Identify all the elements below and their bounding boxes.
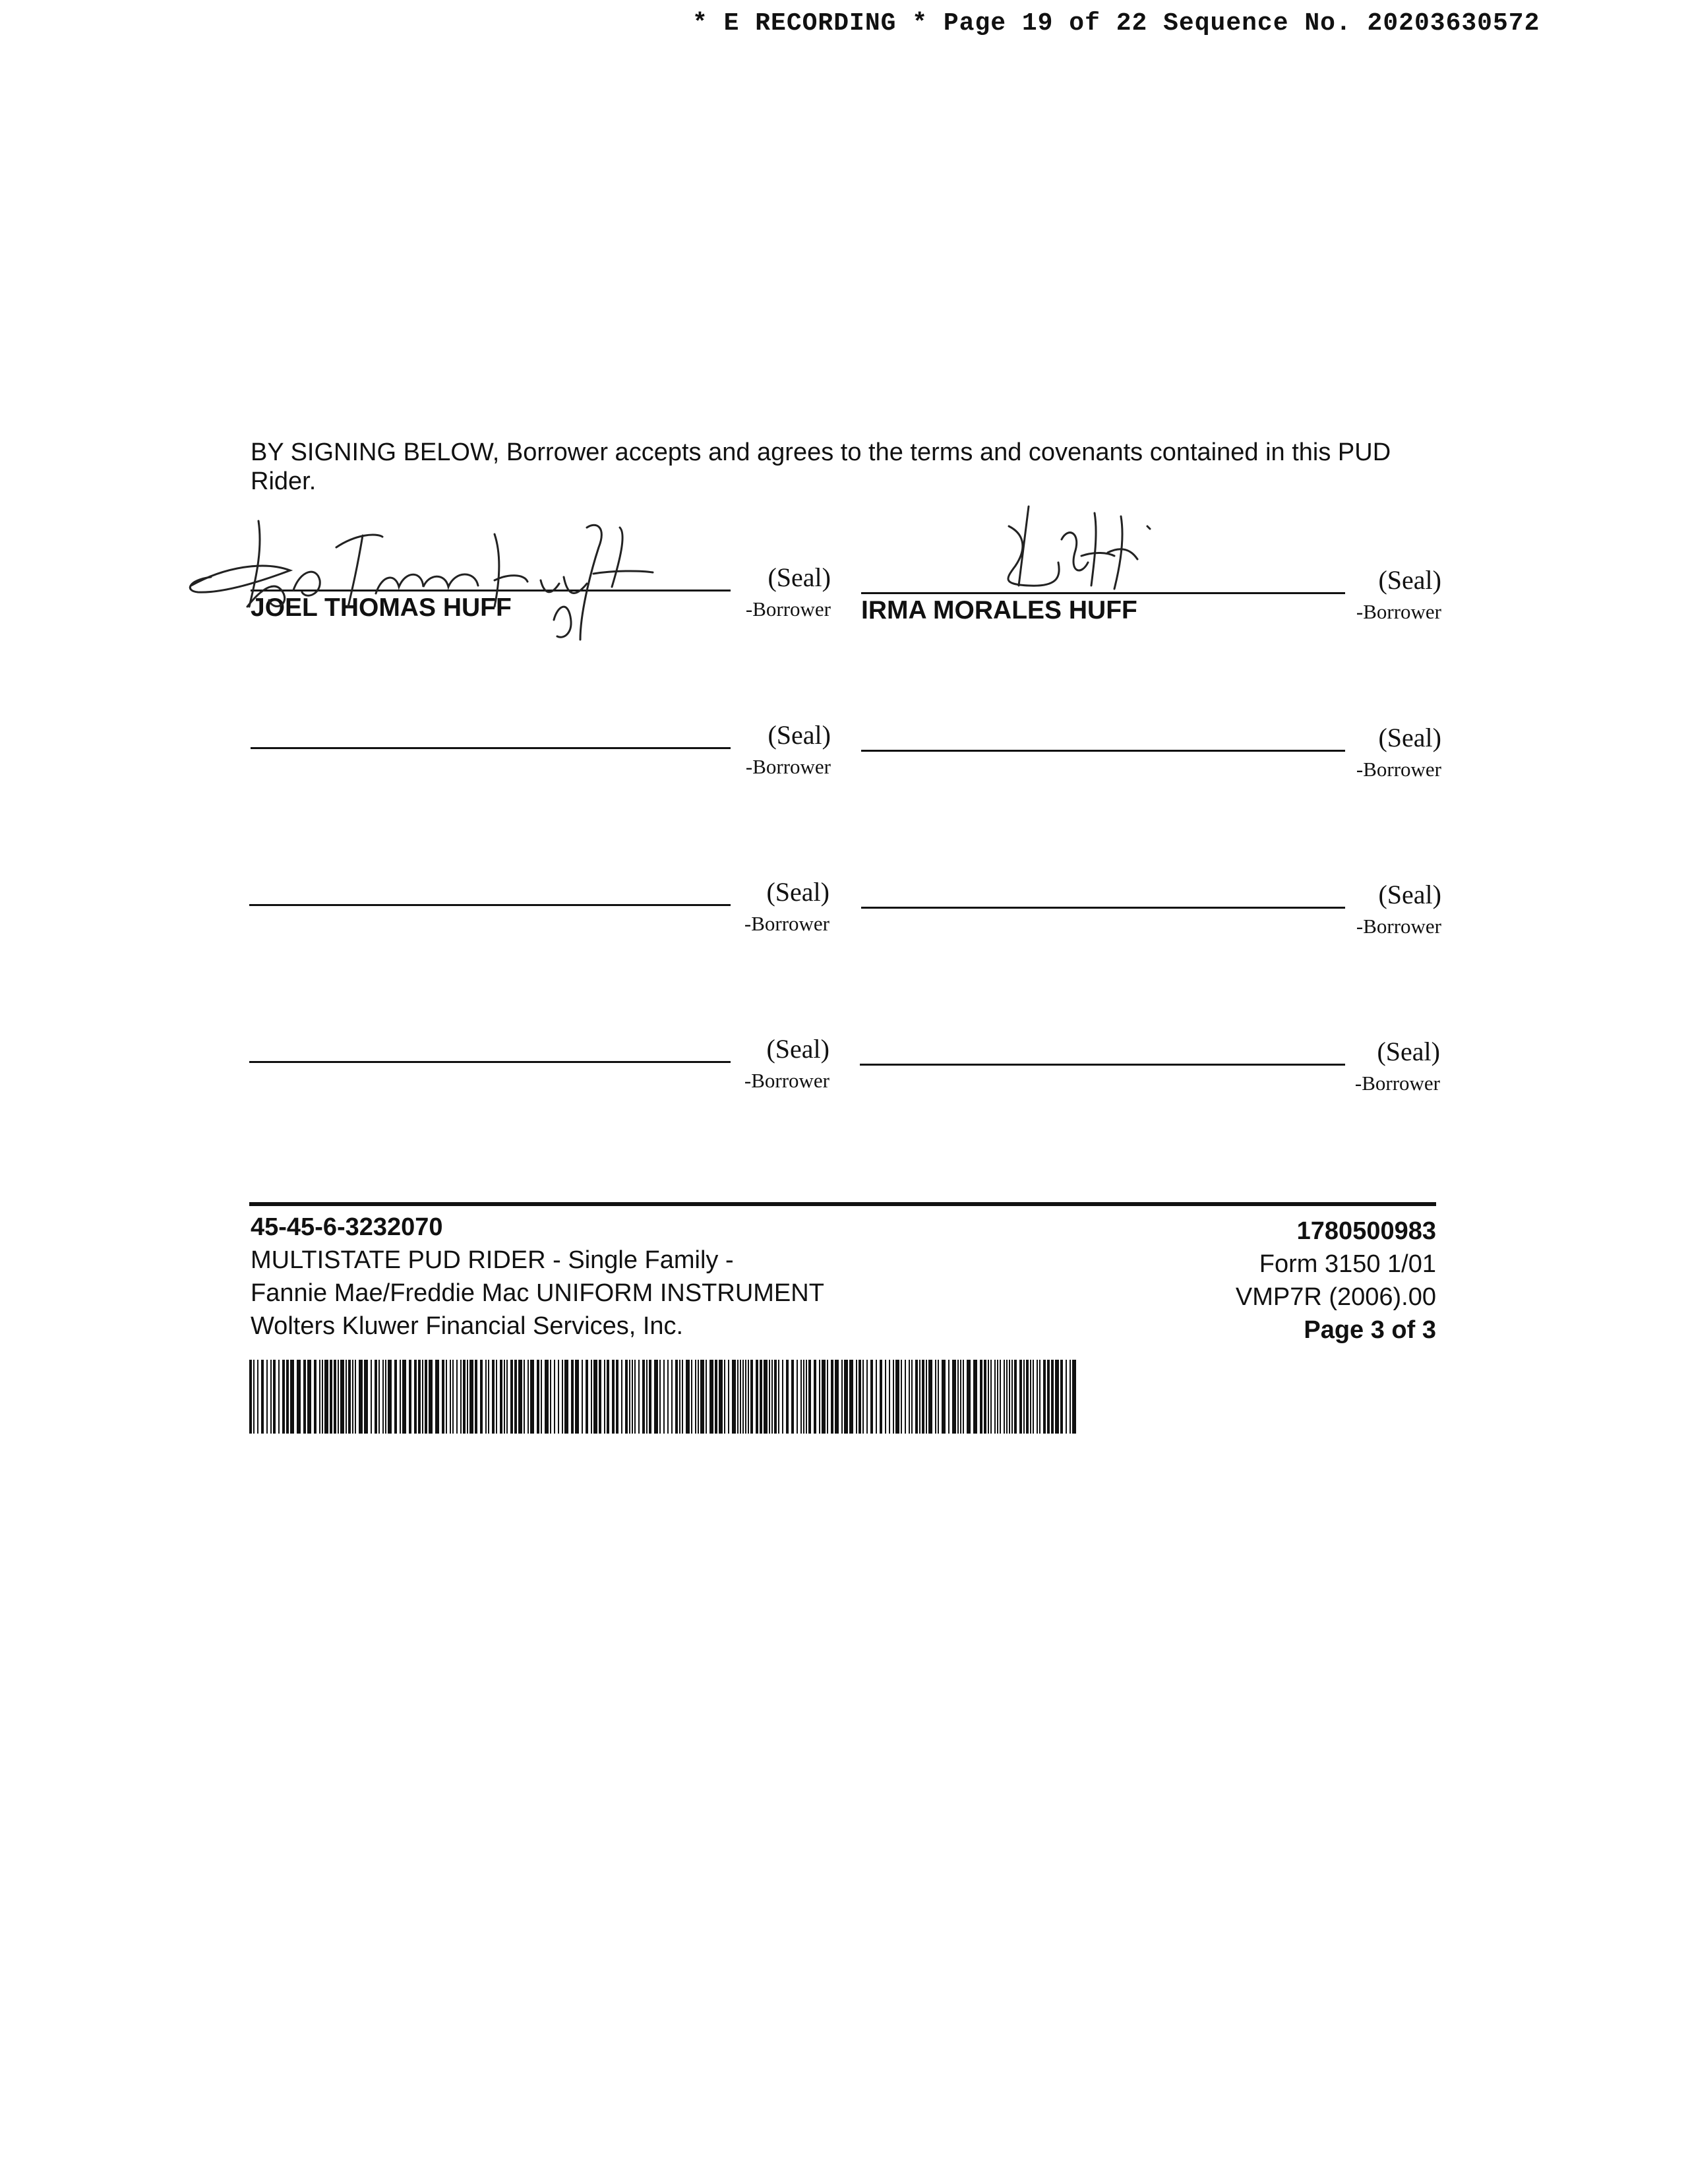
borrower-name: JOEL THOMAS HUFF xyxy=(251,593,512,622)
footer-left xyxy=(251,1211,976,1343)
recording-header: * E RECORDING * Page 19 of 22 Sequence No. 20203630572 xyxy=(692,9,1540,38)
borrower-label: -Borrower xyxy=(745,597,831,621)
signature-block-7 xyxy=(249,1034,829,1134)
seal-label: (Seal) xyxy=(1378,565,1441,595)
borrower-label: -Borrower xyxy=(1354,1072,1440,1095)
borrower-label: -Borrower xyxy=(1356,915,1441,938)
document-number: 1780500983 xyxy=(1296,1217,1436,1245)
seal-label: (Seal) xyxy=(766,1034,829,1064)
seal-label: (Seal) xyxy=(766,877,829,907)
seal-label: (Seal) xyxy=(768,720,831,750)
signature-line xyxy=(251,590,731,592)
signature-block-2 xyxy=(861,565,1441,665)
footer-divider xyxy=(249,1202,1436,1206)
form-title: MULTISTATE PUD RIDER - Single Family - xyxy=(251,1246,734,1274)
signature-block-3 xyxy=(251,720,831,820)
loan-number: 45-45-6-3232070 xyxy=(251,1213,443,1241)
signature-line xyxy=(861,592,1345,594)
intro-paragraph: BY SIGNING BELOW, Borrower accepts and agrees to the terms and covenants contained in this PUD Rider. xyxy=(251,439,1391,495)
signature-line xyxy=(249,904,731,906)
signature-line xyxy=(861,907,1345,909)
signature-block-1 xyxy=(251,562,831,662)
borrower-label: -Borrower xyxy=(1356,600,1441,623)
footer-right xyxy=(975,1215,1436,1347)
borrower-label: -Borrower xyxy=(744,912,829,935)
form-publisher: Wolters Kluwer Financial Services, Inc. xyxy=(251,1312,684,1340)
seal-label: (Seal) xyxy=(1378,723,1441,752)
signature-irma-morales-huff xyxy=(989,500,1160,599)
signature-line xyxy=(860,1064,1345,1066)
signature-block-5 xyxy=(249,877,829,977)
borrower-label: -Borrower xyxy=(745,755,831,778)
seal-label: (Seal) xyxy=(1378,880,1441,909)
signature-block-4 xyxy=(861,723,1441,822)
form-version: VMP7R (2006).00 xyxy=(1235,1283,1436,1311)
borrower-name: IRMA MORALES HUFF xyxy=(861,596,1137,624)
signature-block-6 xyxy=(861,880,1441,979)
borrower-label: -Borrower xyxy=(744,1069,829,1092)
form-instrument: Fannie Mae/Freddie Mac UNIFORM INSTRUMENT xyxy=(251,1279,824,1307)
barcode-icon xyxy=(249,1360,1080,1434)
seal-label: (Seal) xyxy=(1377,1037,1440,1066)
signature-line xyxy=(249,1061,731,1063)
signature-line xyxy=(861,750,1345,752)
page-number: Page 3 of 3 xyxy=(1304,1316,1436,1344)
form-number: Form 3150 1/01 xyxy=(1259,1250,1436,1278)
borrower-label: -Borrower xyxy=(1356,758,1441,781)
signature-line xyxy=(251,747,731,749)
seal-label: (Seal) xyxy=(768,562,831,592)
signature-block-8 xyxy=(860,1037,1440,1136)
